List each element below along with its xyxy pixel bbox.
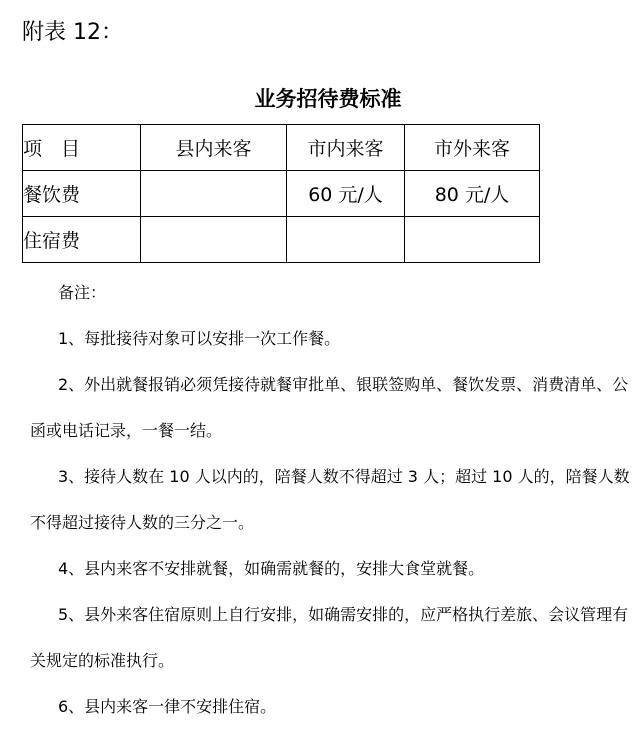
table-cell — [405, 217, 540, 263]
note-item: 1、每批接待对象可以安排一次工作餐。 — [58, 329, 341, 348]
header-city-guests: 市内来客 — [287, 125, 405, 171]
table-cell — [141, 171, 287, 217]
table-header-row — [23, 125, 540, 171]
table-row — [23, 171, 540, 217]
header-item: 项 目 — [23, 125, 141, 171]
table-cell: 60 元/人 — [287, 171, 405, 217]
document-title: 业务招待费标准 — [254, 87, 402, 111]
header-county-guests: 县内来客 — [141, 125, 287, 171]
note-item: 5、县外来客住宿原则上自行安排，如确需安排的，应严格执行差旅、会议管理有关规定的标准执行。 — [30, 605, 629, 670]
table-cell: 80 元/人 — [405, 171, 540, 217]
note-item: 2、外出就餐报销必须凭接待就餐审批单、银联签购单、餐饮发票、消费清单、公函或电话记录，一餐一结。 — [30, 375, 629, 440]
notes-section — [0, 270, 640, 730]
appendix-label: 附表 12： — [22, 20, 123, 45]
notes-heading: 备注： — [58, 283, 107, 302]
note-item: 3、接待人数在 10 人以内的，陪餐人数不得超过 3 人；超过 10 人的，陪餐人数不得超过接待人数的三分之一。 — [30, 467, 630, 532]
hospitality-standard-table — [22, 124, 540, 263]
row-label-meals: 餐饮费 — [23, 171, 141, 217]
header-outside-city-guests: 市外来客 — [405, 125, 540, 171]
table-cell — [287, 217, 405, 263]
note-item: 4、县内来客不安排就餐，如确需就餐的，安排大食堂就餐。 — [58, 559, 485, 578]
table-row — [23, 217, 540, 263]
table-cell — [141, 217, 287, 263]
note-item: 6、县内来客一律不安排住宿。 — [58, 697, 277, 716]
row-label-lodging: 住宿费 — [23, 217, 141, 263]
